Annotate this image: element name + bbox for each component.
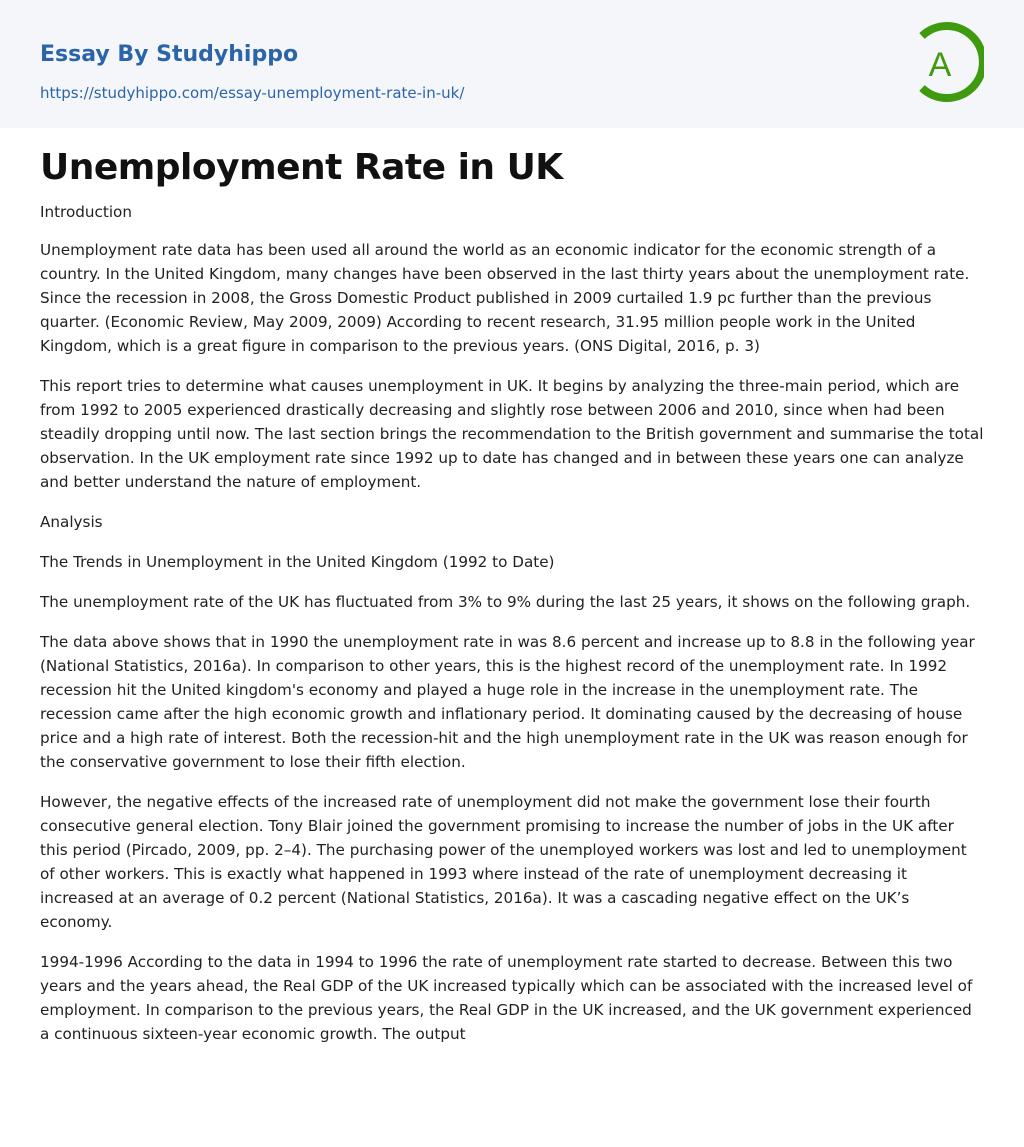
paragraph: The data above shows that in 1990 the unemployment rate in was 8.6 percent and increase up to 8.8 in the following year (National Statistics, 2016a). In comparison to other years, this is the highest record of the unemployment rate. In 1992 recession hit the United kingdom's economy and played a huge role in the increase in the unemployment rate. The recession came after the high economic growth and inflationary period. It dominating caused by the decreasing of house price and a high rate of interest. Both the recession-hit and the high unemployment rate in the UK was reason enough for the conservative government to lose their fifth election. bbox=[40, 633, 975, 771]
paragraph: This report tries to determine what causes unemployment in UK. It begins by analyzing the three-main period, which are from 1992 to 2005 experienced drastically decreasing and slightly rose between 2006 and 2010, since when had been steadily dropping until now. The last section brings the recommendation to the British government and summarise the total observation. In the UK employment rate since 1992 up to date has changed and in between these years one can analyze and better understand the nature of employment. bbox=[40, 377, 984, 491]
paragraph: 1994-1996 According to the data in 1994 to 1996 the rate of unemployment rate started to decrease. Between this two years and the years ahead, the Real GDP of the UK increased typically which can be associated with the increased level of employment. In comparison to the previous years, the Real GDP in the UK increased, and the UK government experienced a continuous sixteen-year economic growth. The output bbox=[40, 953, 973, 1043]
paragraph: However, the negative effects of the increased rate of unemployment did not make the government lose their fourth consecutive general election. Tony Blair joined the government promising to increase the number of jobs in the UK after this period (Pircado, 2009, pp. 2–4). The purchasing power of the unemployed workers was lost and led to unemployment of other workers. This is exactly what happened in 1993 where instead of the rate of unemployment decreasing it increased at an average of 0.2 percent (National Statistics, 2016a). It was a cascading negative effect on the UK’s economy. bbox=[40, 793, 967, 931]
essay-url-link[interactable]: https://studyhippo.com/essay-unemployment-rate-in-uk/ bbox=[40, 84, 465, 102]
section-heading-analysis: Analysis bbox=[40, 513, 103, 531]
section-heading-introduction: Introduction bbox=[40, 203, 132, 221]
essay-content bbox=[0, 146, 1024, 1046]
logo-letter: A bbox=[928, 46, 952, 84]
paragraph: Unemployment rate data has been used all around the world as an economic indicator for the economic strength of a country. In the United Kingdom, many changes have been observed in the last thirty years about the unemployment rate. Since the recession in 2008, the Gross Domestic Product published in 2009 curtailed 1.9 pc further than the previous quarter. (Economic Review, May 2009, 2009) According to recent research, 31.95 million people work in the United Kingdom, which is a great figure in comparison to the previous years. (ONS Digital, 2016, p. 3) bbox=[40, 241, 970, 355]
brand-name: Essay By Studyhippo bbox=[40, 42, 299, 67]
subheading-trends: The Trends in Unemployment in the United Kingdom (1992 to Date) bbox=[40, 553, 555, 571]
studyhippo-logo-icon bbox=[914, 20, 984, 104]
page-title: Unemployment Rate in UK bbox=[40, 147, 563, 188]
paragraph: The unemployment rate of the UK has fluctuated from 3% to 9% during the last 25 years, it shows on the following graph. bbox=[40, 593, 971, 611]
site-header bbox=[0, 0, 1024, 128]
